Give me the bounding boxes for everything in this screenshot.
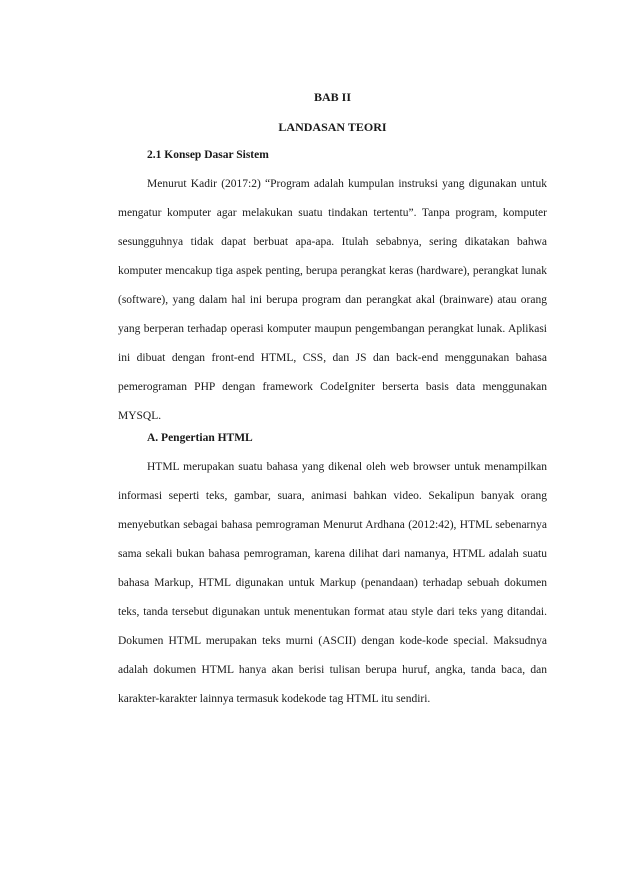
section-body-pengertian-html <box>118 453 547 714</box>
section-heading-konsep-dasar-sistem: 2.1 Konsep Dasar Sistem <box>147 149 269 161</box>
chapter-title: LANDASAN TEORI <box>278 120 387 134</box>
paragraph-pengertian-html: HTML merupakan suatu bahasa yang dikenal oleh web browser untuk menampilkan informasi seperti teks, gambar, suara, animasi bahkan video. Sekalipun banyak orang menyebutkan sebagai bahasa pemrograman Menurut Ardhana (2012:42), HTML sebenarnya sama sekali bukan bahasa pemrograman, karena dilihat dari namanya, HTML adalah suatu bahasa Markup, HTML digunakan untuk Markup (penandaan) terhadap sebuah dokumen teks, tanda tersebut digunakan untuk menentukan format atau style dari teks yang ditandai. Dokumen HTML merupakan teks murni (ASCII) dengan kode-kode special. Maksudnya adalah dokumen HTML hanya akan berisi tulisan berupa huruf, angka, tanda baca, dan karakter-karakter lainnya termasuk kodekode tag HTML itu sendiri. <box>118 461 547 705</box>
section-heading-pengertian-html: A. Pengertian HTML <box>147 432 253 444</box>
section-body-konsep-dasar-sistem <box>118 170 547 431</box>
chapter-number: BAB II <box>313 90 351 104</box>
paragraph-konsep-dasar-sistem: Menurut Kadir (2017:2) “Program adalah kumpulan instruksi yang digunakan untuk mengatur komputer agar melakukan suatu tindakan tertentu”. Tanpa program, komputer sesungguhnya tidak dapat berbuat apa-apa. Itulah sebabnya, sering dikatakan bahwa komputer mencakup tiga aspek penting, berupa perangkat keras (hardware), perangkat lunak (software), yang dalam hal ini berupa program dan perangkat akal (brainware) atau orang yang berperan terhadap operasi komputer maupun pengembangan perangkat lunak. Aplikasi ini dibuat dengan front-end HTML, CSS, dan JS dan back-end menggunakan bahasa pemerograman PHP dengan framework CodeIgniter berserta basis data menggunakan MYSQL. <box>118 178 547 422</box>
